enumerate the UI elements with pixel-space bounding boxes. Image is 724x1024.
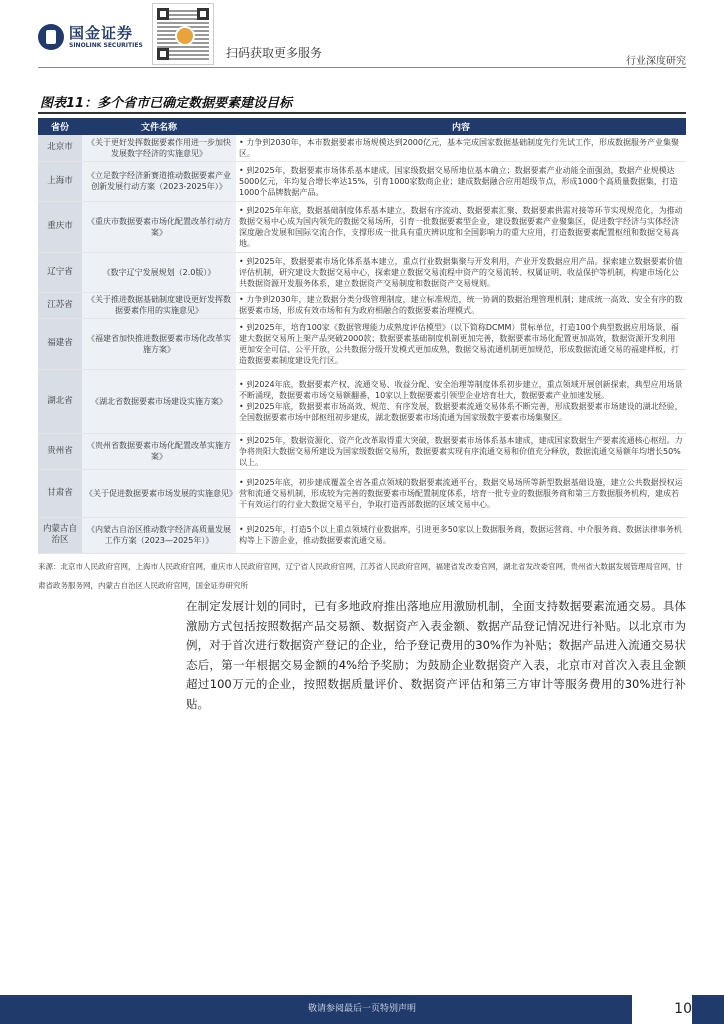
logo-cn-text: 国金证券 (69, 23, 134, 42)
page-header (0, 0, 724, 68)
table-row (38, 517, 686, 553)
content-cell: • 到2025年，培育100家《数据管理能力成熟度评估模型》（以下简称DCMM）贯标单位，打造100个典型数据应用场景，福建大数据交易所上架产品突破2000款；数据要素基础制度机制更加完善，数据要素市场化配置更加高效，数据资源开发利用更加安全可信、公平开放，公共数据分级开发模式更加成熟，数据交易流通机制更加规范，形成数据流通交易的福建样板，打造数据要素制度建设先行区。 (236, 318, 686, 369)
province-cell: 湖北省 (38, 369, 82, 433)
province-cell: 重庆市 (38, 201, 82, 252)
content-cell: • 到2025年，打造5个以上重点领域行业数据库，引进更多50家以上数据服务商，数据运营商、中介服务商、数据法律事务机构等上下游企业，推动数据要素流通交易。 (236, 517, 686, 553)
content-cell: • 到2025年年底，数据基础制度体系基本建立，数据有序流动、数据要素汇聚、数据要素供需对接等环节实现规范化，为推动数据交易中心成为国内领先的数据交易场所，引育一批数据要素型企业，建设数据要素产业聚集区，促进数字经济与实体经济深度融合发展和国际交流合作，支撑形成一批具有重庆辨识度和全国影响力的重大应用，打造数据要素配置枢纽和数据交易高地。 (236, 201, 686, 252)
table-row (38, 369, 686, 433)
logo-en-text: SINOLINK SECURITIES (69, 41, 143, 49)
figure-title: 图表11：多个省市已确定数据要素建设目标 (40, 96, 293, 111)
province-cell: 内蒙古自治区 (38, 517, 82, 553)
table-header-row (38, 118, 686, 135)
header-divider (38, 67, 686, 68)
table-row (38, 161, 686, 201)
content-cell: • 到2025年，数据要素市场体系基本建成，国家级数据交易所地位基本确立；数据要素产业动能全面强劲，数据产业规模达5000亿元，年均复合增长率达15%，引育1000家数商企业；建成数据融合应用超级节点，形成1000个高质量数据集，打造1000个品牌数据产品。 (236, 161, 686, 201)
document-cell: 《关于推进数据基础制度建设更好发挥数据要素作用的实施意见》 (82, 292, 236, 318)
table-row (38, 135, 686, 161)
content-cell: • 力争到2030年，建立数据分类分级管理制度，建立标准规范，统一协调的数据治理管理机制；建成统一高效、安全有序的数据要素市场，形成有效市场和有为政府相融合的数据要素治理模式。 (236, 292, 686, 318)
document-cell: 《重庆市数据要素市场化配置改革行动方案》 (82, 201, 236, 252)
scan-prompt: 扫码获取更多服务 (226, 46, 323, 60)
header-document: 文件名称 (82, 118, 236, 135)
province-targets-table (38, 118, 686, 554)
province-cell: 上海市 (38, 161, 82, 201)
content-cell: • 力争到2030年，本市数据要素市场规模达到2000亿元，基本完成国家数据基础制度先行先试工作，形成数据服务产业集聚区。 (236, 135, 686, 161)
source-note: 来源：北京市人民政府官网，上海市人民政府官网，重庆市人民政府官网，辽宁省人民政府官网，江苏省人民政府官网，福建省发改委官网，湖北省发改委官网，贵州省大数据发展管理局官网，甘肃省政务服务网，内蒙古自治区人民政府官网，国金证券研究所 (38, 562, 683, 590)
province-cell: 北京市 (38, 135, 82, 161)
figure-title-rule (38, 112, 686, 114)
province-cell: 江苏省 (38, 292, 82, 318)
header-province: 省份 (38, 118, 82, 135)
province-cell: 福建省 (38, 318, 82, 369)
content-cell: • 到2025年，数据要素市场化体系基本建立，重点行业数据集聚与开发利用，产业开发数据应用产品。探索建立数据要素价值评估机制，研究建设大数据交易中心，探索建立数据交易流程中资产的交易流转、权属证明、收益保护等机制，构建市场化公共数据资源开发服务体系，建立数据资产交易制度和数据资产交易规则。 (236, 252, 686, 292)
content-cell: • 到2024年底，数据要素产权、流通交易、收益分配、安全治理等制度体系初步建立，重点领域开展创新探索，典型应用场景不断涌现，数据要素市场交易额翻番，10家以上数据要素引领型企业培育壮大，数据要素产业加速发展。 • 到2025年底，数据要素市场高效、规范、有序发展，数据要素流通交易体系不断完善，形成数据要素市场建设的湖北经验，全国数据要素市场中部枢纽初步建成，湖北数据要素市场流通为国家级数字要素市场集聚区。 (236, 369, 686, 433)
footer-disclaimer: 敬请参阅最后一页特别声明 (307, 1004, 416, 1014)
document-cell: 《湖北省数据要素市场建设实施方案》 (82, 369, 236, 433)
content-cell: • 到2025年，数据资源化、资产化改革取得重大突破，数据要素市场体系基本建成，建成国家数据生产要素流通核心枢纽。力争将贵阳大数据交易所建设为国家级数据交易所，数据要素实现有序流通交易和价值充分释放，数据流通交易额年均增长50%以上。 (236, 433, 686, 469)
qr-code-icon[interactable] (152, 3, 214, 65)
document-cell: 《内蒙古自治区推动数字经济高质量发展工作方案（2023—2025年）》 (82, 517, 236, 553)
report-type: 行业深度研究 (626, 56, 686, 67)
document-cell: 《立足数字经济新赛道推动数据要素产业创新发展行动方案（2023-2025年）》 (82, 161, 236, 201)
header-content: 内容 (236, 118, 686, 135)
body-paragraph: 在制定发展计划的同时，已有多地政府推出落地应用激励机制，全面支持数据要素流通交易。具体激励方式包括按照数据产品交易额、数据资产入表金额、数据产品登记情况进行补贴。以北京市为例，对于首次进行数据资产登记的企业，给予登记费用的30%作为补贴；数据产品进入流通交易状态后，第一年根据交易金额的4%给予奖励；为鼓励企业数据资产入表，北京市对首次入表且金额超过100万元的企业，按照数据质量评价、数据资产评估和第三方审计等服务费用的30%进行补贴。 (186, 599, 686, 711)
page-number: 10 (632, 995, 692, 1024)
document-cell: 《数字辽宁发展规划（2.0版）》 (82, 252, 236, 292)
province-cell: 甘肃省 (38, 469, 82, 517)
logo-mark-icon (38, 24, 64, 50)
document-cell: 《贵州省数据要素市场化配置改革实施方案》 (82, 433, 236, 469)
document-cell: 《福建省加快推进数据要素市场化改革实施方案》 (82, 318, 236, 369)
sinolink-logo (38, 24, 143, 50)
document-cell: 《关于更好发挥数据要素作用进一步加快发展数字经济的实施意见》 (82, 135, 236, 161)
province-cell: 贵州省 (38, 433, 82, 469)
province-cell: 辽宁省 (38, 252, 82, 292)
content-cell: • 到2025年底，初步建成覆盖全省各重点领域的数据要素流通平台，数据交易场所等新型数据基础设施，建立公共数据授权运营和流通交易机制，形成较为完善的数据要素市场配置制度体系，培育一批专业的数据服务商和第三方数据服务机构，建成若干有效运行的行业大数据交易平台，争取打造西部数据的区域交易中心。 (236, 469, 686, 517)
table-row (38, 469, 686, 517)
table-row (38, 292, 686, 318)
document-cell: 《关于促进数据要素市场发展的实施意见》 (82, 469, 236, 517)
table-row (38, 433, 686, 469)
table-row (38, 201, 686, 252)
table-row (38, 318, 686, 369)
table-row (38, 252, 686, 292)
